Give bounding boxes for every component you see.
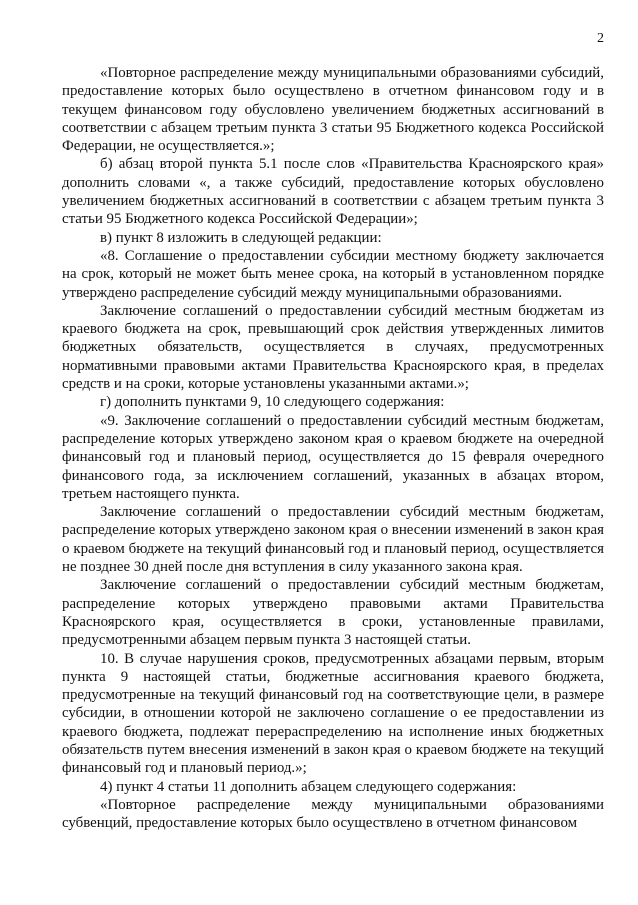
- paragraph-agreements-term: Заключение соглашений о предоставлении субсидий местным бюджетам из краевого бюджета на срок, превышающий срок действия утвержденных лимитов бюджетных обязательств, осуществляется в случаях, предусмотренных нормативными правовыми актами Правительства Красноярского края, в пределах средств и на сроки, которые установлены указанными актами.»;: [62, 302, 604, 393]
- paragraph-point-10: 10. В случае нарушения сроков, предусмотренных абзацами первым, вторым пункта 9 настоящей статьи, бюджетные ассигнования краевого бюджета, предусмотренные на текущий финансовый год на соответствующие цели, в размере субсидии, в отношении которой не заключено соглашение о ее предоставлении из краевого бюджета, подлежат перераспределению на исполнение иных бюджетных обязательств путем внесения изменений в закон края о краевом бюджете на текущий финансовый год и плановый период.»;: [62, 650, 604, 777]
- document-body: [62, 64, 604, 832]
- paragraph-item-g: г) дополнить пунктами 9, 10 следующего содержания:: [100, 394, 445, 411]
- paragraph-point-9: «9. Заключение соглашений о предоставлении субсидий местным бюджетам, распределение которых утверждено законом края о краевом бюджете на очередной финансовый год и плановый период, осуществляется до 15 февраля очередного финансового года, за исключением соглашений, указанных в абзацах втором, третьем настоящего пункта.: [62, 412, 604, 502]
- paragraph-point-9-third: Заключение соглашений о предоставлении субсидий местным бюджетам, распределение которых утверждено правовыми актами Правительства Красноярского края, осуществляется в сроки, установленные правилами, предусмотренными абзацем первым пункта 3 настоящей статьи.: [62, 577, 604, 649]
- paragraph-item-v: в) пункт 8 изложить в следующей редакции:: [100, 229, 382, 246]
- paragraph-repeated-distribution-subventions: «Повторное распределение между муниципальными образованиями субвенций, предоставление которых было осуществлено в отчетном финансовом: [62, 796, 604, 832]
- paragraph-item-4: 4) пункт 4 статьи 11 дополнить абзацем следующего содержания:: [100, 778, 517, 795]
- paragraph-point-8: «8. Соглашение о предоставлении субсидии местному бюджету заключается на срок, который не может быть менее срока, на который в установленном порядке утверждено распределение субсидий между муниципальными образованиями.: [62, 247, 604, 301]
- paragraph-repeated-distribution-subsidies: «Повторное распределение между муниципальными образованиями субсидий, предоставление которых было осуществлено в отчетном финансовом году и в текущем финансовом году обусловлено увеличением бюджетных ассигнований в соответствии с абзацем третьим пункта 3 статьи 95 Бюджетного кодекса Российской Федерации, не осуществляется.»;: [62, 65, 604, 155]
- paragraph-item-b: б) абзац второй пункта 5.1 после слов «Правительства Красноярского края» дополнить словами «, а также субсидий, предоставление которых обусловлено увеличением бюджетных ассигнований в соответствии с абзацем третьим пункта 3 статьи 95 Бюджетного кодекса Российской Федерации»;: [62, 156, 604, 228]
- page-number: 2: [597, 31, 604, 46]
- paragraph-point-9-second: Заключение соглашений о предоставлении субсидий местным бюджетам, распределение которых утверждено законом края о внесении изменений в закон края о краевом бюджете на текущий финансовый год и плановый период, осуществляется не позднее 30 дней после дня вступления в силу указанного закона края.: [62, 504, 604, 576]
